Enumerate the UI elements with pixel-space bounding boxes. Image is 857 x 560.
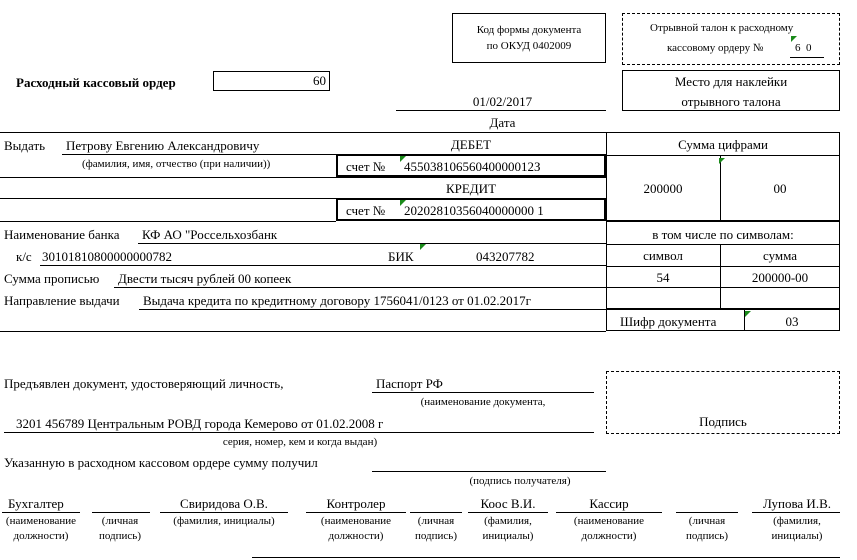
recipient-name: Петрову Евгению Александровичу	[66, 138, 260, 153]
cashier-title: Кассир	[589, 496, 629, 511]
accountant-pos-caption2: должности)	[13, 530, 69, 542]
symbol-value: 54	[656, 270, 670, 285]
purpose-line-2	[0, 331, 606, 332]
controller-sign-line	[410, 512, 462, 513]
controller-pos-caption2: должности)	[328, 530, 384, 542]
accountant-title: Бухгалтер	[8, 496, 64, 511]
row-line-2	[0, 177, 606, 178]
purpose-label: Направление выдачи	[4, 293, 120, 308]
issue-label: Выдать	[4, 138, 46, 153]
doc-name: Паспорт РФ	[376, 376, 443, 391]
accountant-name-caption: (фамилия, инициалы)	[173, 515, 275, 527]
cashier-pos-caption1: (наименование	[573, 515, 645, 527]
bik-value: 043207782	[476, 249, 535, 264]
sticker-line1: Место для наклейки	[674, 74, 788, 89]
amount-header-line	[606, 155, 840, 156]
bottom-line	[252, 557, 840, 558]
cashier-sign-caption1: (личная	[688, 515, 726, 527]
row-line-4	[0, 221, 336, 222]
controller-name: Коос В.И.	[480, 496, 536, 511]
sum-words-label: Сумма прописью	[4, 271, 100, 286]
controller-sign-caption1: (личная	[417, 515, 455, 527]
order-number: 60	[313, 73, 326, 88]
sum-words-line	[114, 287, 606, 288]
bank-name-line	[138, 243, 606, 244]
symbols-line-3	[606, 287, 840, 288]
controller-name-line	[468, 512, 548, 513]
credit-marker-icon	[400, 200, 406, 206]
sum-header: сумма	[762, 248, 798, 263]
controller-pos-caption1: (наименование	[320, 515, 392, 527]
cipher-label: Шифр документа	[620, 314, 717, 329]
amount-rubles: 200000	[643, 181, 683, 196]
symbols-line-1	[606, 244, 840, 245]
sticker-line2: отрывного талона	[681, 94, 781, 109]
presented-label: Предъявлен документ, удостоверяющий личность,	[4, 376, 284, 391]
doc-name-caption: (наименование документа,	[420, 396, 546, 408]
date-label: Дата	[489, 115, 516, 130]
accountant-sign-line	[92, 512, 150, 513]
amount-kopecks: 00	[773, 181, 787, 196]
recipient-sign-line	[372, 471, 606, 472]
doc-details: 3201 456789 Центральным РОВД города Кемерово от 01.02.2008 г	[16, 416, 384, 431]
coupon-marker-icon	[791, 36, 797, 42]
recipient-caption: (фамилия, имя, отчество (при наличии))	[82, 158, 271, 170]
controller-sign-caption2: подпись)	[414, 530, 457, 542]
accountant-name: Свиридова О.В.	[180, 496, 268, 511]
recipient-sign-caption: (подпись получателя)	[469, 475, 571, 487]
ks-label: к/с	[16, 249, 32, 264]
order-date: 01/02/2017	[472, 94, 533, 109]
sum-value: 200000-00	[751, 270, 809, 285]
purpose-line	[139, 309, 606, 310]
bank-name: КФ АО "Россельхозбанк	[142, 227, 278, 242]
cashier-name-caption1: (фамилия,	[773, 515, 821, 527]
cashier-name-caption2: инициалы)	[771, 530, 823, 542]
form-code-line1: Код формы документа	[476, 24, 582, 36]
doc-name-line	[372, 392, 594, 393]
credit-label: КРЕДИТ	[445, 181, 497, 196]
bank-name-label: Наименование банка	[4, 227, 120, 242]
ks-line	[40, 265, 606, 266]
doc-details-line	[4, 432, 594, 433]
cashier-name-line	[752, 512, 840, 513]
controller-name-caption1: (фамилия,	[484, 515, 532, 527]
coupon-number: 6 0	[795, 42, 812, 54]
accountant-sign-caption1: (личная	[101, 515, 139, 527]
credit-account-label: счет №	[346, 203, 386, 218]
sum-words: Двести тысяч рублей 00 копеек	[118, 271, 292, 286]
form-code-box	[452, 13, 606, 63]
bik-marker-icon	[420, 244, 426, 250]
cashier-title-line	[556, 512, 662, 513]
amount-marker-icon	[719, 158, 725, 164]
purpose-value: Выдача кредита по кредитному договору 1756041/0123 от 01.02.2017г	[143, 293, 531, 308]
doc-details-caption: серия, номер, кем и когда выдан)	[222, 436, 378, 448]
page-title: Расходный кассовый ордер	[16, 75, 176, 90]
debit-account-label: счет №	[346, 159, 386, 174]
accountant-pos-caption1: (наименование	[5, 515, 77, 527]
bik-label: БИК	[388, 249, 414, 264]
cipher-marker-icon	[745, 311, 751, 317]
form-code-line2: по ОКУД 0402009	[486, 40, 572, 52]
cashier-sign-caption2: подпись)	[685, 530, 728, 542]
incl-symbols-label: в том числе по символам:	[652, 227, 794, 242]
controller-name-caption2: инициалы)	[482, 530, 534, 542]
coupon-line1: Отрывной талон к расходному	[650, 22, 794, 34]
debit-account: 45503810656040000012З	[404, 159, 541, 174]
debit-label: ДЕБЕТ	[450, 137, 492, 152]
signature-label: Подпись	[699, 414, 747, 429]
symbol-header: символ	[643, 248, 683, 263]
cashier-pos-caption2: должности)	[581, 530, 637, 542]
cashier-name: Лупова И.В.	[763, 496, 831, 511]
received-label: Указанную в расходном кассовом ордере сумму получил	[4, 455, 318, 470]
controller-title: Контролер	[326, 496, 386, 511]
accountant-sign-caption2: подпись)	[98, 530, 141, 542]
date-line	[396, 110, 606, 111]
row-line-3	[0, 198, 336, 199]
cashier-sign-line	[676, 512, 738, 513]
coupon-line2: кассовому ордеру №	[667, 42, 764, 54]
symbols-line-2	[606, 266, 840, 267]
controller-title-line	[306, 512, 406, 513]
accountant-name-line	[160, 512, 288, 513]
recipient-line	[62, 154, 337, 155]
amount-digits-label: Сумма цифрами	[678, 137, 768, 152]
debit-marker-icon	[400, 156, 406, 162]
accountant-title-line	[2, 512, 80, 513]
ks-value: 30101810800000000782	[42, 249, 172, 264]
credit-account: 20202810356040000000 1	[404, 203, 544, 218]
coupon-number-line	[790, 57, 824, 58]
cipher-value: 03	[785, 314, 799, 329]
